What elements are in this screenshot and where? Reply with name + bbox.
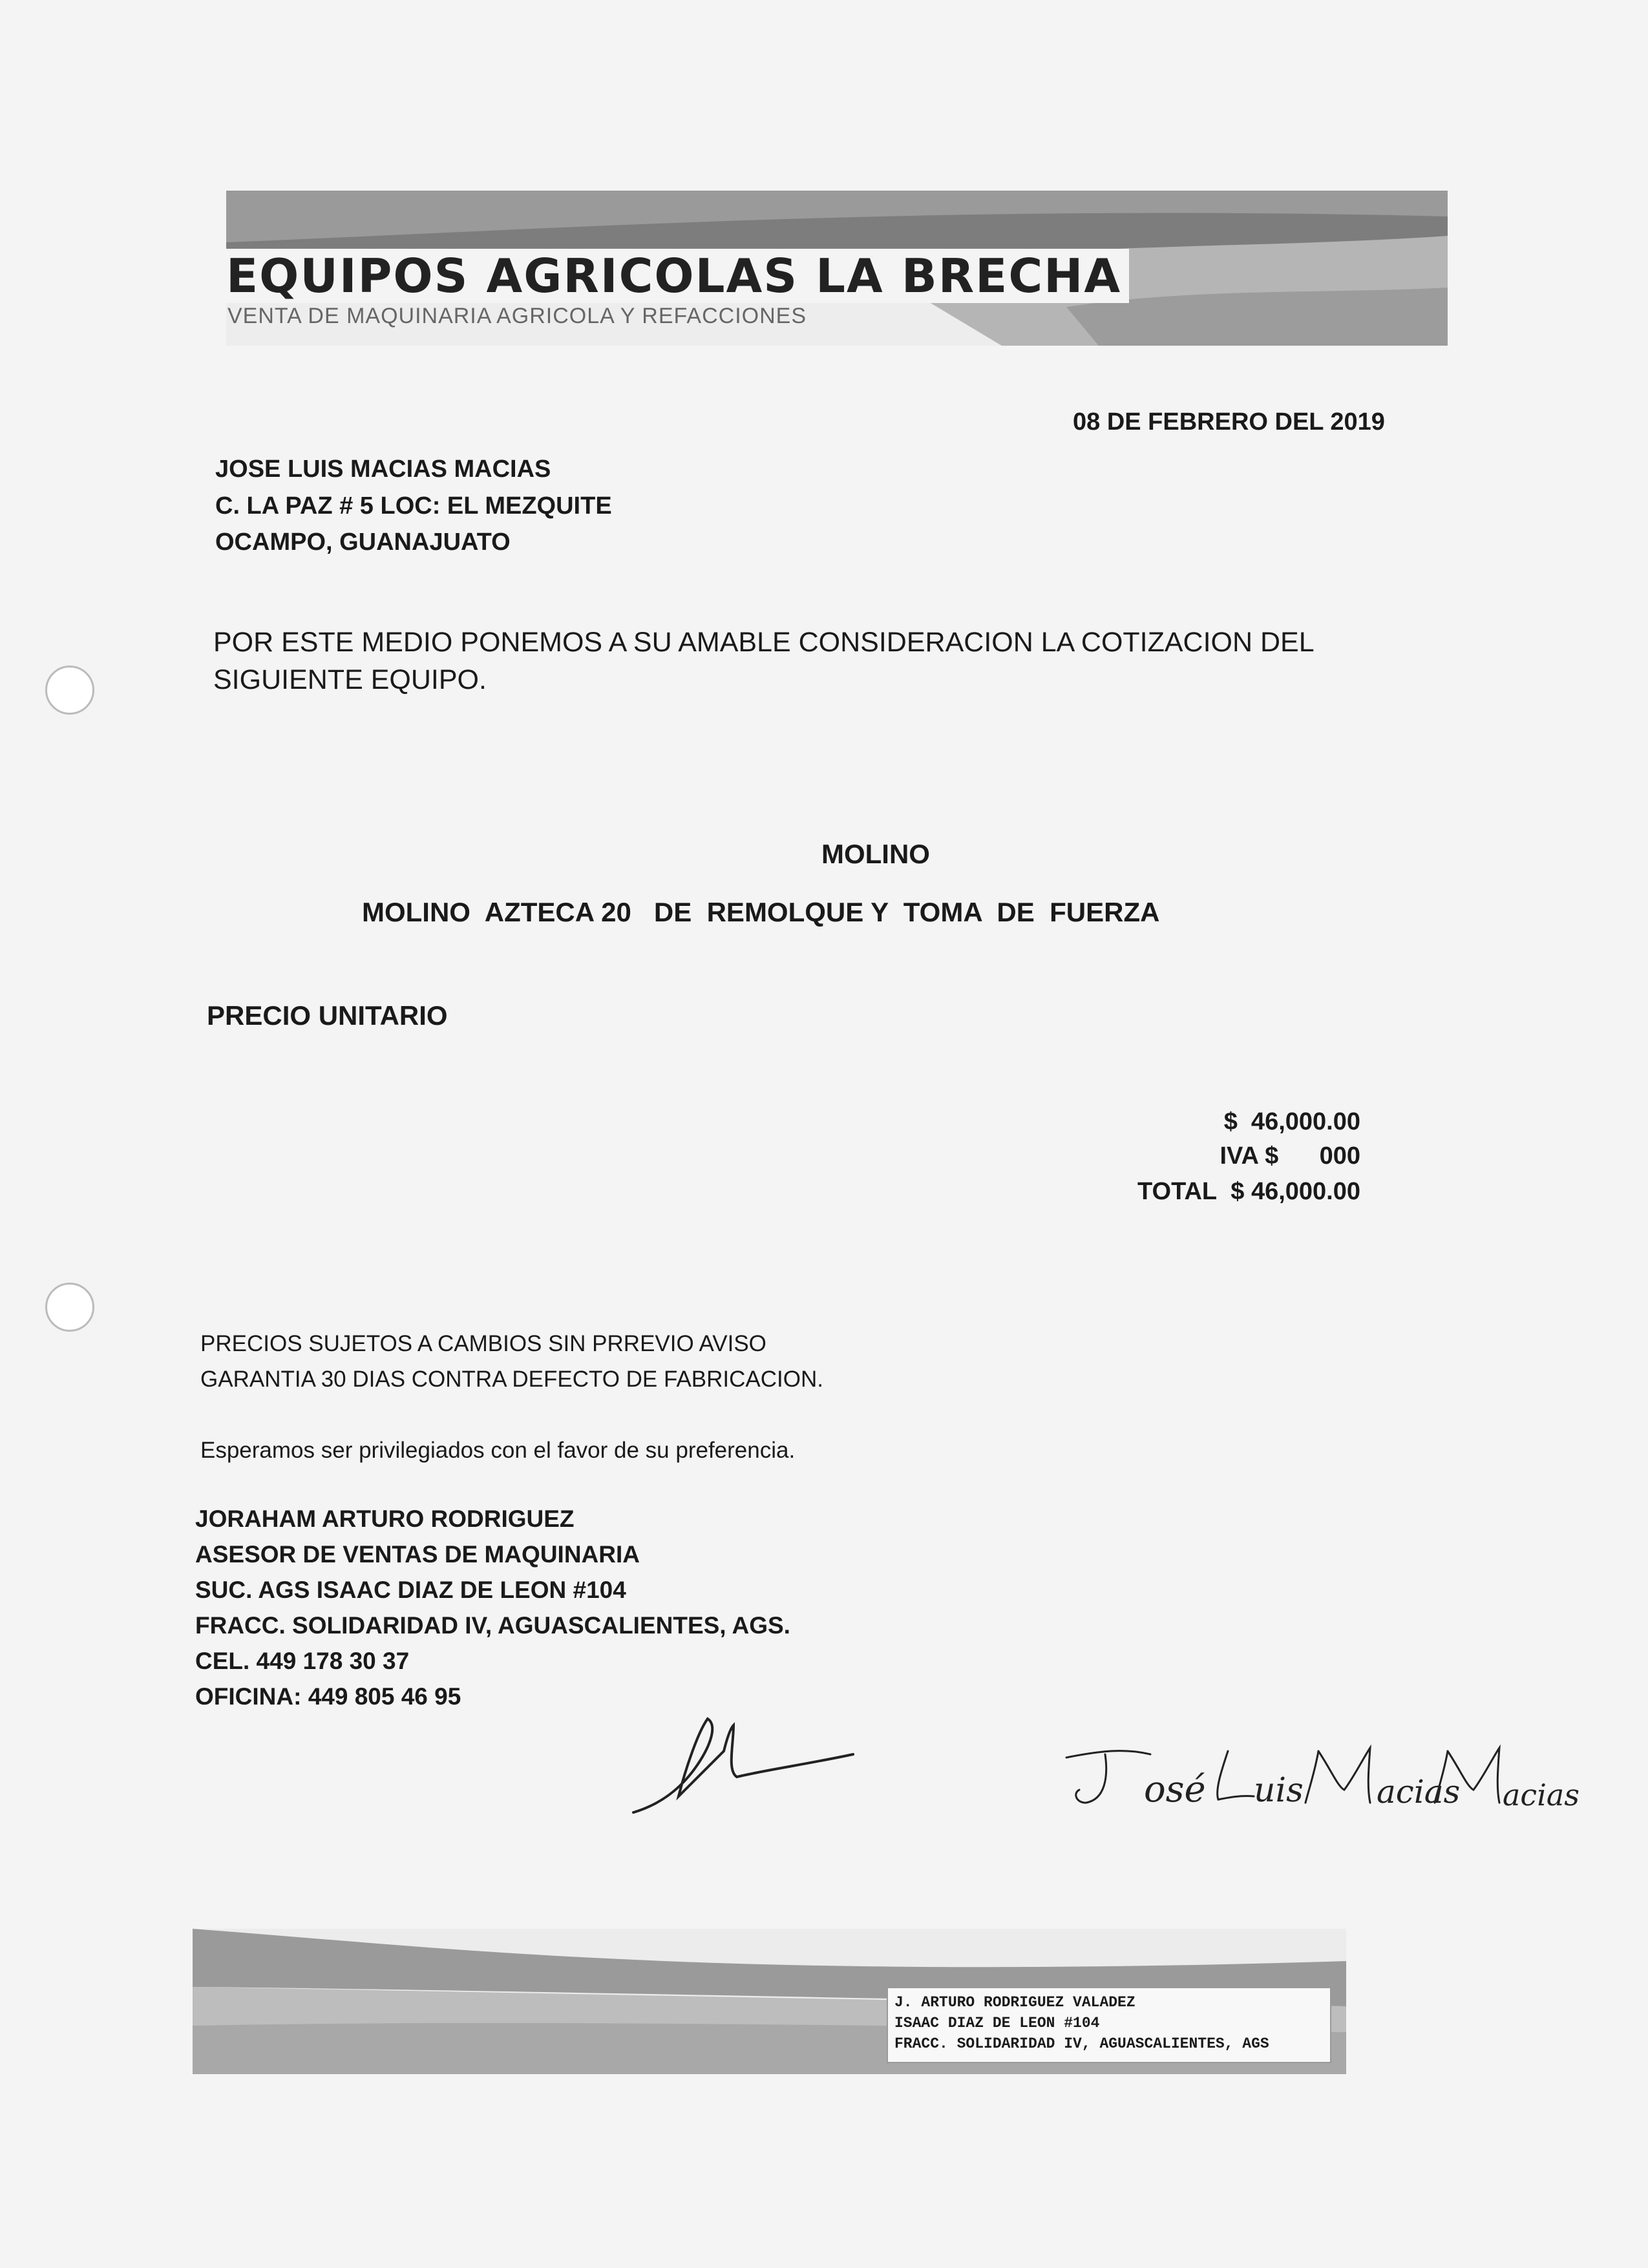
recipient-city: OCAMPO, GUANAJUATO (215, 529, 511, 556)
punch-hole-icon (45, 666, 94, 715)
svg-text:osé: osé (1144, 1769, 1206, 1811)
seller-area: FRACC. SOLIDARIDAD IV, AGUASCALIENTES, AGS. (195, 1612, 790, 1639)
seller-title: ASESOR DE VENTAS DE MAQUINARIA (195, 1541, 640, 1568)
iva-amount: IVA $ 000 (1220, 1142, 1360, 1170)
svg-text:acias: acias (1503, 1778, 1579, 1812)
total-amount: $ 46,000.00 (1231, 1178, 1360, 1205)
recipient-name: JOSE LUIS MACIAS MACIAS (215, 456, 551, 483)
recipient-street: C. LA PAZ # 5 LOC: EL MEZQUITE (215, 492, 612, 520)
svg-text:acias: acias (1377, 1773, 1461, 1811)
product-category: MOLINO (821, 839, 930, 869)
footer-address-box (887, 1987, 1331, 2063)
company-tagline: VENTA DE MAQUINARIA AGRICOLA Y REFACCIONES (227, 304, 807, 328)
total-label: TOTAL (1137, 1178, 1218, 1205)
footer-line-2: ISAAC DIAZ DE LEON #104 (894, 2015, 1100, 2032)
company-name: EQUIPOS AGRICOLAS LA BRECHA (226, 249, 1129, 303)
terms-warranty: GARANTIA 30 DIAS CONTRA DEFECTO DE FABRICACION. (200, 1367, 823, 1392)
seller-branch: SUC. AGS ISAAC DIAZ DE LEON #104 (195, 1577, 626, 1603)
subtotal-amount: $ 46,000.00 (1223, 1108, 1360, 1135)
product-description: MOLINO AZTECA 20 DE REMOLQUE Y TOMA DE FUERZA (362, 897, 1160, 927)
seller-name: JORAHAM ARTURO RODRIGUEZ (195, 1506, 575, 1532)
seller-cell: CEL. 449 178 30 37 (195, 1648, 410, 1674)
customer-signature (1060, 1725, 1579, 1822)
svg-text:uis: uis (1254, 1771, 1304, 1810)
price-label: PRECIO UNITARIO (207, 1000, 448, 1031)
footer-line-1: J. ARTURO RODRIGUEZ VALADEZ (894, 1994, 1136, 2011)
intro-paragraph: POR ESTE MEDIO PONEMOS A SU AMABLE CONSIDERACION LA COTIZACION DEL SIGUIENTE EQUIPO. (213, 627, 1314, 695)
closing-line: Esperamos ser privilegiados con el favor de su preferencia. (200, 1438, 796, 1463)
total-row (1137, 1178, 1360, 1206)
terms-price-change: PRECIOS SUJETOS A CAMBIOS SIN PRREVIO AVISO (200, 1331, 766, 1356)
punch-hole-icon (45, 1283, 94, 1332)
seller-signature (627, 1712, 872, 1822)
footer-line-3: FRACC. SOLIDARIDAD IV, AGUASCALIENTES, AGS (894, 2035, 1269, 2052)
seller-office: OFICINA: 449 805 46 95 (195, 1683, 461, 1710)
document-date: 08 DE FEBRERO DEL 2019 (1073, 408, 1385, 436)
